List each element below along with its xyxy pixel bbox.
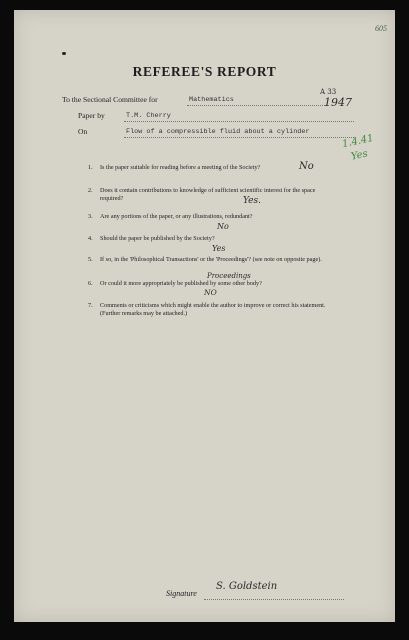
question-text: Does it contain contributions to knowledge of sufficient scientific interest for the space required? [100,187,316,203]
signature-value: S. Goldstein [216,581,278,592]
reference-code: A 33 [320,88,337,96]
question-number: 6. [88,280,93,287]
signature-dotted-line [204,599,344,600]
question-text: If so, in the 'Philosophical Transactions' or the 'Proceedings'? (see note on opposite page). [100,256,322,263]
question-number: 3. [88,213,93,220]
on-label: On [78,127,88,136]
answer-3: No [217,222,229,231]
question-number: 4. [88,235,93,242]
question-text: Comments or criticisms which might enable the author to improve or correct his statement. (Further remarks may be attached.) [100,302,326,318]
page-title: REFEREE'S REPORT [132,64,277,79]
report-sheet [14,10,395,622]
paper-dotted-line [124,121,354,122]
committee-dotted-line [187,105,327,106]
paper-author: T.M. Cherry [126,112,171,120]
question-text: Are any portions of the paper, or any illustrations, redundant? [100,213,253,220]
question-number: 5. [88,256,93,263]
signature-label: Signature [166,589,197,598]
question-number: 2. [88,187,93,194]
answer-6: NO [204,288,217,297]
committee-value: Mathematics [189,96,234,104]
paper-title: Flow of a compressible fluid about a cylinder [126,128,310,136]
paper-by-label: Paper by [78,111,105,120]
answer-2: Yes. [243,196,261,206]
question-text: Or could it more appropriately be published by some other body? [100,280,262,287]
committee-label: To the Sectional Committee for [62,95,158,104]
punch-mark [62,52,66,55]
question-number: 7. [88,302,93,309]
question-text: Is the paper suitable for reading before a meeting of the Society? [100,164,261,171]
page-number: 605 [375,24,387,33]
answer-4: Yes [212,244,226,253]
answer-5: Proceedings [207,272,251,280]
question-text: Should the paper be published by the Society? [100,235,215,242]
question-number: 1. [88,164,93,171]
answer-1: No [299,161,314,172]
green-note-mark: Yes [350,148,369,163]
reference-year: 1947 [324,96,352,109]
on-dotted-line [124,137,354,138]
green-note-date: 1.4.41 [341,132,375,151]
